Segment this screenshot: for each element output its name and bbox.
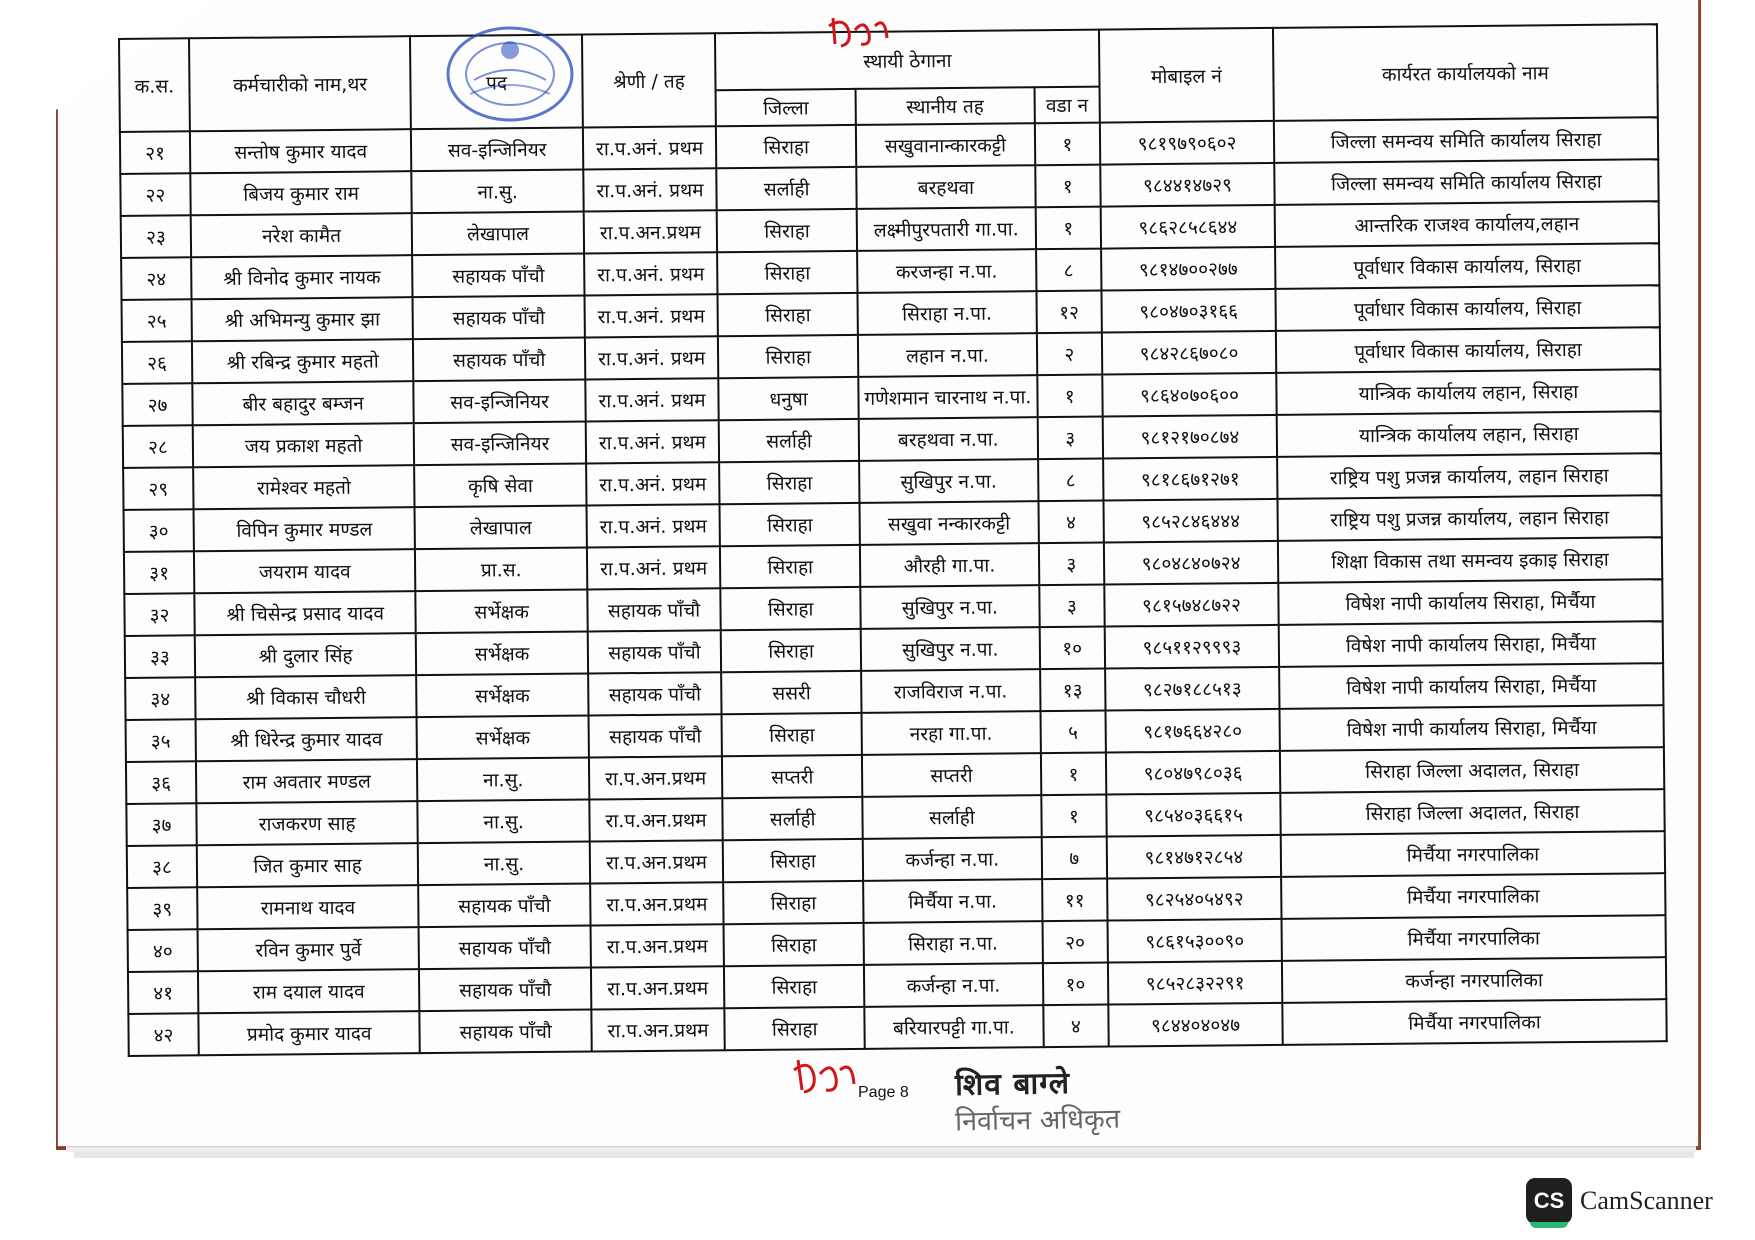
cell-district: सिराहा: [716, 125, 856, 168]
cell-office: विषेश नापी कार्यालय सिराहा, मिर्चैया: [1279, 705, 1663, 751]
cell-office: मिर्चैया नगरपालिका: [1281, 873, 1665, 919]
cell-sn: ३४: [125, 677, 195, 720]
cell-office: राष्ट्रिय पशु प्रजन्न कार्यालय, लहान सिराहा: [1277, 453, 1661, 499]
header-name: कर्मचारीको नाम,थर: [189, 36, 411, 131]
cell-post: सहायक पाँचौ: [413, 338, 585, 382]
cell-mobile: ९८१७६६४२८०: [1106, 709, 1280, 753]
cell-class: रा.प.अनं. प्रथम: [585, 378, 719, 421]
cell-mobile: ९८१४७००२७७: [1101, 247, 1275, 291]
cell-name: जय प्रकाश महतो: [193, 423, 415, 467]
cell-sn: ३९: [127, 887, 197, 930]
cell-office: पूर्वाधार विकास कार्यालय, सिराहा: [1275, 243, 1659, 289]
cell-name: श्री विनोद कुमार नायक: [191, 255, 413, 299]
cell-mobile: ९८२५४०५४९२: [1107, 877, 1281, 921]
header-class: श्रेणी / तह: [582, 33, 716, 127]
cell-class: रा.प.अन.प्रथम: [584, 210, 718, 253]
cell-district: सिराहा: [720, 503, 860, 546]
cell-post: सहायक पाँचौ: [419, 926, 591, 970]
cell-class: रा.प.अन.प्रथम: [591, 1008, 725, 1051]
cell-district: धनुषा: [718, 377, 858, 420]
cell-ward: १०: [1043, 963, 1109, 1006]
camscanner-watermark: CamScanner: [1580, 1186, 1713, 1215]
cell-office: विषेश नापी कार्यालय सिराहा, मिर्चैया: [1278, 579, 1662, 625]
cell-ward: ४: [1043, 1005, 1109, 1048]
cell-sn: ३१: [124, 551, 194, 594]
cell-sn: २५: [122, 299, 192, 342]
cell-mobile: ९८४४०४०४७: [1108, 1003, 1282, 1047]
cell-office: मिर्चैया नगरपालिका: [1281, 831, 1665, 877]
cell-post: सहायक पाँचौ: [418, 884, 590, 928]
cell-local: सखुवा नन्कारकट्टी: [860, 501, 1039, 545]
cell-district: सिराहा: [722, 713, 862, 756]
cell-sn: ४०: [128, 929, 198, 972]
cell-post: ना.सु.: [418, 842, 590, 886]
staff-table: [118, 23, 1668, 1057]
cell-name: बिजय कुमार राम: [190, 171, 412, 215]
cell-district: सिराहा: [723, 839, 863, 882]
cell-ward: १: [1034, 123, 1100, 166]
cell-class: रा.प.अन.प्रथम: [590, 840, 724, 883]
cell-district: सिराहा: [717, 251, 857, 294]
cell-class: रा.प.अनं. प्रथम: [584, 294, 718, 337]
cell-post: प्रा.स.: [415, 548, 587, 592]
officer-title: निर्वाचन अधिकृत: [954, 1103, 1121, 1138]
cell-sn: २४: [121, 257, 191, 300]
cell-office: यान्त्रिक कार्यालय लहान, सिराहा: [1276, 369, 1660, 415]
cell-name: राम दयाल यादव: [198, 969, 420, 1013]
cell-office: विषेश नापी कार्यालय सिराहा, मिर्चैया: [1279, 663, 1663, 709]
cell-district: सिराहा: [724, 965, 864, 1008]
cell-name: रामेश्वर महतो: [193, 465, 415, 509]
cell-district: सिराहा: [720, 545, 860, 588]
header-address: स्थायी ठेगाना: [715, 30, 1099, 91]
cell-class: रा.प.अनं. प्रथम: [586, 420, 720, 463]
cell-district: सिराहा: [724, 923, 864, 966]
cell-mobile: ९८०४७९८०३६: [1106, 751, 1280, 795]
cell-local: मिर्चैया न.पा.: [863, 879, 1042, 923]
cell-sn: २२: [120, 173, 190, 216]
cell-ward: २०: [1042, 921, 1108, 964]
cell-ward: ४: [1038, 501, 1104, 544]
cell-name: श्री विकास चौधरी: [195, 675, 417, 719]
cell-post: सव-इन्जिनियर: [414, 422, 586, 466]
cell-ward: १: [1041, 795, 1107, 838]
cell-sn: ३३: [125, 635, 195, 678]
cell-ward: १२: [1036, 291, 1102, 334]
cell-name: रविन कुमार पुर्वे: [198, 927, 420, 971]
cell-ward: ८: [1036, 249, 1102, 292]
cell-post: सहायक पाँचौ: [413, 296, 585, 340]
cell-mobile: ९८५११२९९९३: [1105, 625, 1279, 669]
cell-name: राजकरण साह: [196, 801, 418, 845]
cell-mobile: ९८०४७०३१६६: [1102, 289, 1276, 333]
header-ward: वडा न: [1034, 87, 1100, 124]
cell-office: पूर्वाधार विकास कार्यालय, सिराहा: [1276, 327, 1660, 373]
cell-ward: ३: [1039, 585, 1105, 628]
cell-class: सहायक पाँचौ: [588, 714, 722, 757]
cell-name: जयराम यादव: [194, 549, 416, 593]
cell-class: रा.प.अनं. प्रथम: [583, 126, 717, 169]
cell-local: करजन्हा न.पा.: [857, 249, 1036, 293]
cell-sn: ३८: [127, 845, 197, 888]
cell-mobile: ९८०४८४०७२४: [1104, 541, 1278, 585]
cell-ward: २: [1036, 333, 1102, 376]
cell-office: कर्जन्हा नगरपालिका: [1282, 957, 1666, 1003]
cell-ward: ३: [1037, 417, 1103, 460]
cell-sn: २१: [120, 131, 190, 174]
office-stamp-icon: [440, 20, 580, 128]
cell-post: लेखापाल: [412, 212, 584, 256]
header-mobile: मोबाइल नं: [1099, 28, 1274, 123]
cell-name: नरेश कामैत: [191, 213, 413, 257]
cell-district: सर्लाही: [716, 167, 856, 210]
cell-district: सिराहा: [721, 629, 861, 672]
cell-sn: २३: [121, 215, 191, 258]
cell-district: सिराहा: [723, 881, 863, 924]
cell-district: सर्लाही: [722, 797, 862, 840]
cell-name: श्री अभिमन्यु कुमार झा: [192, 297, 414, 341]
initials-signature-icon: [790, 1050, 860, 1100]
cell-sn: ३६: [126, 761, 196, 804]
cell-name: रामनाथ यादव: [197, 885, 419, 929]
cell-sn: ४१: [128, 971, 198, 1014]
cell-ward: ७: [1041, 837, 1107, 880]
cell-class: रा.प.अन.प्रथम: [590, 882, 724, 925]
cell-office: मिर्चैया नगरपालिका: [1282, 999, 1666, 1045]
cell-ward: ११: [1042, 879, 1108, 922]
cell-name: श्री दुलार सिंह: [195, 633, 417, 677]
cell-district: सिराहा: [717, 209, 857, 252]
cell-class: सहायक पाँचौ: [588, 672, 722, 715]
cell-name: राम अवतार मण्डल: [196, 759, 418, 803]
cell-mobile: ९८५२८४६४४४: [1104, 499, 1278, 543]
cell-class: रा.प.अन.प्रथम: [589, 756, 723, 799]
cell-name: श्री चिसेन्द्र प्रसाद यादव: [194, 591, 416, 635]
cell-office: जिल्ला समन्वय समिति कार्यालय सिराहा: [1274, 117, 1658, 163]
cell-post: सव-इन्जिनियर: [414, 380, 586, 424]
cell-class: रा.प.अनं. प्रथम: [583, 168, 717, 211]
cell-district: सप्तरी: [722, 755, 862, 798]
cell-post: सहायक पाँचौ: [419, 968, 591, 1012]
cell-sn: ३०: [124, 509, 194, 552]
header-office: कार्यरत कार्यालयको नाम: [1273, 24, 1658, 121]
cell-name: बीर बहादुर बम्जन: [192, 381, 414, 425]
camscanner-logo-icon: CS: [1526, 1178, 1572, 1224]
cell-post: सर्भेक्षक: [416, 674, 588, 718]
cell-mobile: ९८६२८५८६४४: [1101, 205, 1275, 249]
cell-name: श्री धिरेन्द्र कुमार यादव: [196, 717, 418, 761]
cell-mobile: ९८१४७१२८५४: [1107, 835, 1281, 879]
cell-office: राष्ट्रिय पशु प्रजन्न कार्यालय, लहान सिराहा: [1277, 495, 1661, 541]
cell-local: सुखिपुर न.पा.: [859, 459, 1038, 503]
cell-mobile: ९८४२८६७०८०: [1102, 331, 1276, 375]
cell-office: सिराहा जिल्ला अदालत, सिराहा: [1280, 789, 1664, 835]
cell-class: रा.प.अनं. प्रथम: [584, 252, 718, 295]
cell-name: प्रमोद कुमार यादव: [198, 1011, 420, 1055]
cell-district: सिराहा: [718, 335, 858, 378]
cell-sn: ३७: [126, 803, 196, 846]
cell-office: मिर्चैया नगरपालिका: [1281, 915, 1665, 961]
cell-post: लेखापाल: [415, 506, 587, 550]
cell-post: ना.सु.: [418, 800, 590, 844]
cell-post: ना.सु.: [417, 758, 589, 802]
cell-local: लहान न.पा.: [858, 333, 1037, 377]
cell-mobile: ९८५४०३६६१५: [1106, 793, 1280, 837]
cell-post: सहायक पाँचौ: [420, 1010, 592, 1054]
cell-office: विषेश नापी कार्यालय सिराहा, मिर्चैया: [1279, 621, 1663, 667]
officer-signature-name: शिव बाग्ले: [954, 1065, 1071, 1104]
cell-local: कर्जन्हा न.पा.: [864, 963, 1043, 1007]
cell-mobile: ९८६४०७०६००: [1102, 373, 1276, 417]
cell-post: सव-इन्जिनियर: [411, 128, 583, 172]
cell-ward: १: [1035, 165, 1101, 208]
cell-sn: ३२: [124, 593, 194, 636]
cell-office: आन्तरिक राजश्व कार्यालय,लहान: [1275, 201, 1659, 247]
cell-class: रा.प.अनं. प्रथम: [587, 546, 721, 589]
cell-post: ना.सु.: [412, 170, 584, 214]
cell-district: सिराहा: [725, 1007, 865, 1050]
cell-class: रा.प.अनं. प्रथम: [585, 336, 719, 379]
cell-mobile: ९८५२८३२२९१: [1108, 961, 1282, 1005]
cell-district: सिराहा: [719, 461, 859, 504]
cell-office: जिल्ला समन्वय समिति कार्यालय सिराहा: [1274, 159, 1658, 205]
cell-name: सन्तोष कुमार यादव: [190, 129, 412, 173]
cell-office: शिक्षा विकास तथा समन्वय इकाइ सिराहा: [1278, 537, 1662, 583]
cell-district: ससरी: [721, 671, 861, 714]
cell-local: सिराहा न.पा.: [858, 291, 1037, 335]
cell-name: जित कुमार साह: [197, 843, 419, 887]
cell-office: पूर्वाधार विकास कार्यालय, सिराहा: [1275, 285, 1659, 331]
cell-ward: ८: [1038, 459, 1104, 502]
cell-office: सिराहा जिल्ला अदालत, सिराहा: [1280, 747, 1664, 793]
cell-local: सुखिपुर न.पा.: [861, 627, 1040, 671]
cell-sn: २७: [122, 383, 192, 426]
cell-ward: १३: [1040, 669, 1106, 712]
cell-local: सर्लाही: [863, 795, 1042, 839]
cell-local: कर्जन्हा न.पा.: [863, 837, 1042, 881]
cell-district: सिराहा: [718, 293, 858, 336]
cell-office: यान्त्रिक कार्यालय लहान, सिराहा: [1277, 411, 1661, 457]
cell-local: बरहथवा: [856, 165, 1035, 209]
page-number: Page 8: [858, 1084, 909, 1101]
cell-class: रा.प.अनं. प्रथम: [586, 462, 720, 505]
cell-mobile: ९८४४१४७२९: [1100, 163, 1274, 207]
cell-name: श्री रबिन्द्र कुमार महतो: [192, 339, 414, 383]
cell-post: सहायक पाँचौ: [412, 254, 584, 298]
header-local: स्थानीय तह: [856, 87, 1035, 125]
cell-sn: ४२: [128, 1013, 198, 1056]
cell-mobile: ९८१९७९०६०२: [1100, 121, 1274, 165]
cell-name: विपिन कुमार मण्डल: [194, 507, 416, 551]
initials-signature-icon: [825, 8, 895, 54]
cell-district: सिराहा: [720, 587, 860, 630]
cell-post: कृषि सेवा: [414, 464, 586, 508]
cell-local: नरहा गा.पा.: [862, 711, 1041, 755]
cell-class: रा.प.अन.प्रथम: [591, 966, 725, 1009]
cell-post: सर्भेक्षक: [416, 590, 588, 634]
cell-ward: १: [1041, 753, 1107, 796]
cell-sn: २६: [122, 341, 192, 384]
cell-mobile: ९८६१५३००९०: [1108, 919, 1282, 963]
cell-ward: ५: [1040, 711, 1106, 754]
cell-class: सहायक पाँचौ: [587, 588, 721, 631]
cell-post: सर्भेक्षक: [416, 632, 588, 676]
cell-local: राजविराज न.पा.: [861, 669, 1040, 713]
cell-sn: २८: [123, 425, 193, 468]
cell-class: रा.प.अन.प्रथम: [589, 798, 723, 841]
cell-mobile: ९८१५७४८७२२: [1104, 583, 1278, 627]
cell-local: बरहथवा न.पा.: [859, 417, 1038, 461]
cell-sn: २९: [123, 467, 193, 510]
cell-local: सखुवानान्कारकट्टी: [856, 123, 1035, 167]
cell-ward: ३: [1038, 543, 1104, 586]
cell-mobile: ९८१८६७१२७१: [1103, 457, 1277, 501]
cell-local: सुखिपुर न.पा.: [860, 585, 1039, 629]
cell-sn: ३५: [126, 719, 196, 762]
cell-local: सप्तरी: [862, 753, 1041, 797]
cell-local: बरियारपट्टी गा.पा.: [865, 1005, 1044, 1049]
cell-class: रा.प.अनं. प्रथम: [586, 504, 720, 547]
cell-ward: १: [1037, 375, 1103, 418]
cell-local: लक्ष्मीपुरपतारी गा.पा.: [857, 207, 1036, 251]
header-serial: क.स.: [119, 38, 190, 132]
cell-local: सिराहा न.पा.: [864, 921, 1043, 965]
cell-mobile: ९८१२१७०८७४: [1103, 415, 1277, 459]
cell-district: सर्लाही: [719, 419, 859, 462]
header-district: जिल्ला: [716, 89, 856, 126]
cell-ward: १: [1035, 207, 1101, 250]
cell-post: सर्भेक्षक: [417, 716, 589, 760]
header-post: पद: [410, 35, 583, 130]
table-body: [120, 117, 1667, 1056]
cell-mobile: ९८२७१८८५१३: [1105, 667, 1279, 711]
cell-local: औरही गा.पा.: [860, 543, 1039, 587]
cell-ward: १०: [1039, 627, 1105, 670]
cell-local: गणेशमान चारनाथ न.पा.: [858, 375, 1037, 419]
cell-class: रा.प.अन.प्रथम: [590, 924, 724, 967]
cell-class: सहायक पाँचौ: [588, 630, 722, 673]
